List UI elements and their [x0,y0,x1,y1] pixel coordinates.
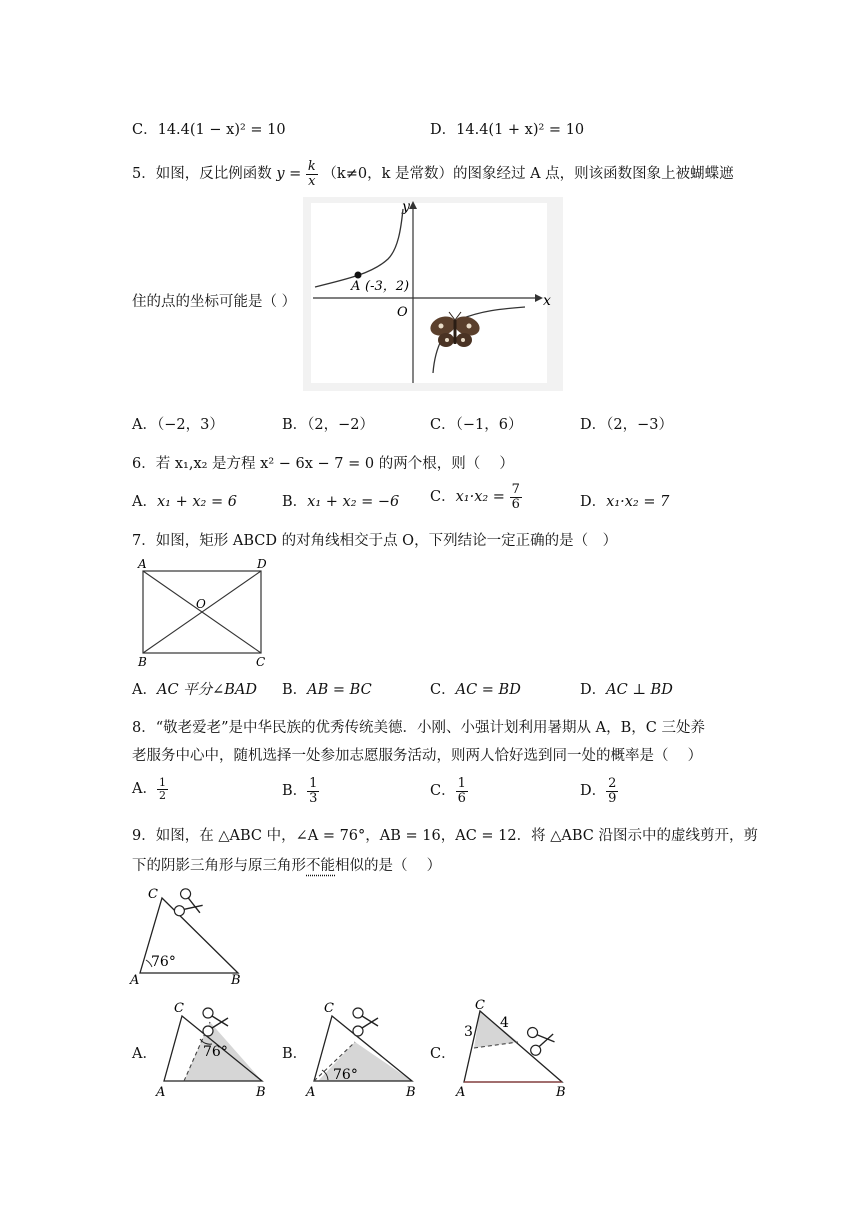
q8-option-d[interactable] [580,777,618,805]
option-text: x₁ + x₂ = −6 [307,494,400,510]
option-label: D． [580,494,607,510]
option-text: AB = BC [307,682,372,698]
option-label: B． [282,783,308,800]
option-text: （−2，3） [156,417,224,433]
graph-panel [311,203,547,383]
q7-option-a[interactable] [132,678,257,699]
q9-option-a-label[interactable]: A． [132,1046,157,1062]
vertex-a-label: A [456,1085,466,1100]
option-label: C． [430,783,456,800]
side-length-3: 3 [464,1024,473,1040]
y-axis-label: y [402,199,410,215]
q9-option-a-figure[interactable] [150,996,275,1100]
vertex-b-label: B [256,1085,266,1100]
vertex-a-label: A [130,973,140,986]
option-label: A． [132,417,157,433]
numerator: k [307,159,316,174]
vertex-d-label: D [257,557,267,571]
stem-text: 如图，矩形 ABCD 的对角线相交于点 O，下列结论一定正确的是（ ） [155,533,618,549]
option-label: A． [132,494,157,510]
stem-text: “敬老爱老”是中华民族的优秀传统美德．小刚、小强计划利用暑期从 A，B，C 三处养 [155,720,705,736]
numerator: 1 [158,776,166,789]
q9-stem-line2 [132,854,441,875]
question-number: 9． [132,828,156,844]
q6-option-a[interactable] [132,490,237,511]
q4-option-d[interactable] [430,118,584,139]
option-text: x₁·x₂ = 7 [606,494,670,510]
scissors-icon [173,887,206,922]
fraction [307,777,319,805]
q5-stem [132,160,734,188]
q7-option-c[interactable] [430,678,521,699]
option-label: C． [430,417,456,433]
numerator: 2 [608,776,617,791]
q8-option-b[interactable] [282,777,319,805]
option-label: D． [430,122,457,138]
q9-option-c-figure[interactable] [452,996,577,1100]
fraction [606,777,618,805]
vertex-c-label: C [174,1001,184,1016]
q5-option-c[interactable] [430,413,522,434]
option-text: （2，−2） [307,417,375,433]
vertex-c-label: C [324,1001,334,1016]
denominator: 6 [457,790,466,806]
q9-option-c-label[interactable]: C． [430,1046,456,1062]
q6-stem [132,452,514,473]
q5-option-d[interactable] [580,413,673,434]
q6-option-d[interactable] [580,490,669,511]
scissors-icon [527,1024,556,1056]
point-a-label: A [351,279,361,294]
stem-text: 如图，反比例函数 [155,166,272,183]
option-text: AC ⊥ BD [606,682,673,698]
stem-text: 若 x₁,x₂ 是方程 x² − 6x − 7 = 0 的两个根，则（ ） [155,456,514,472]
denominator: 3 [309,790,318,806]
option-label: A． [132,682,157,698]
fraction [510,483,522,511]
option-text: x₁ + x₂ = 6 [156,494,237,510]
option-label: B． [282,417,308,433]
stem-text: 相似的是（ ） [335,858,442,874]
point-a [355,272,362,279]
q7-option-b[interactable] [282,678,372,699]
fraction-k-over-x [306,160,318,188]
denominator: 6 [511,496,520,512]
option-text: 14.4(1 − x)² = 10 [157,122,286,138]
option-text: （−1，6） [455,417,523,433]
vertex-a-label: A [306,1085,316,1100]
q7-option-d[interactable] [580,678,673,699]
q5-stem-tail: 住的点的坐标可能是（ ） [132,294,297,310]
denominator: x [308,173,316,189]
vertex-b-label: B [138,655,147,669]
option-label: B． [282,682,308,698]
vertex-c-label: C [256,655,266,669]
fraction [456,777,468,805]
option-text: x₁·x₂ = [455,489,505,506]
option-label: D． [580,682,607,698]
q9-main-triangle [128,880,258,986]
q8-stem-line2: 老服务中心中，随机选择一处参加志愿服务活动，则两人恰好选到同一处的概率是（ ） [132,748,703,764]
numerator: 1 [309,776,318,791]
q7-stem [132,529,617,550]
angle-label: 76° [203,1044,228,1060]
q6-option-b[interactable] [282,490,399,511]
q5-option-a[interactable] [132,413,224,434]
numerator: 1 [457,776,466,791]
center-o-label: O [196,597,206,611]
q5-option-b[interactable] [282,413,374,434]
option-text: 14.4(1 + x)² = 10 [456,122,585,138]
option-label: C． [132,122,158,138]
q9-option-b-label[interactable]: B． [282,1046,308,1062]
denominator: 9 [608,790,617,806]
denominator: 2 [158,788,166,802]
vertex-b-label: B [406,1085,416,1100]
side-length-4: 4 [500,1015,509,1031]
vertex-a-label: A [138,557,147,571]
option-text: AC = BD [455,682,521,698]
question-number: 6． [132,456,156,472]
q5-graph [303,197,563,391]
q6-option-c[interactable] [430,483,522,511]
question-number: 8． [132,720,156,736]
q4-option-c[interactable] [132,118,286,139]
q9-stem-line1 [132,824,758,845]
question-number: 5． [132,166,156,183]
option-text: AC 平分∠BAD [156,682,258,698]
q8-option-c[interactable] [430,777,468,805]
option-label: A． [132,781,157,798]
function-lhs: y = [276,166,302,183]
stem-text: 下的阴影三角形与原三角形 [132,858,306,874]
vertex-a-label: A [156,1085,166,1100]
fraction [157,777,168,801]
scissors-icon [353,1008,378,1036]
q9-option-b-figure[interactable] [300,996,425,1100]
origin-label: O [397,305,408,320]
question-number: 7． [132,533,156,549]
option-text: （2，−3） [606,417,673,433]
q8-stem-line1 [132,716,705,737]
stem-text: 如图，在 △ABC 中，∠A = 76°，AB = 16，AC = 12．将 △ABC 沿图示中的虚线剪开，剪 [155,828,758,844]
vertex-c-label: C [475,998,485,1013]
point-a-coord: (-3，2) [365,279,410,294]
x-axis-label: x [543,293,551,309]
vertex-c-label: C [148,887,158,902]
stem-text: （k≠0，k 是常数）的图象经过 A 点，则该函数图象上被蝴蝶遮 [322,166,734,183]
angle-a-label: 76° [151,954,176,970]
q8-option-a[interactable] [132,777,168,801]
vertex-b-label: B [556,1085,566,1100]
option-label: C． [430,489,456,506]
angle-label: 76° [333,1067,358,1083]
numerator: 7 [511,482,520,497]
vertex-b-label: B [231,973,241,986]
emphasis-text: 不能 [306,858,335,874]
option-label: D． [580,417,607,433]
option-label: C． [430,682,456,698]
option-label: B． [282,494,308,510]
option-label: D． [580,783,607,800]
q7-rectangle-figure [132,556,277,670]
